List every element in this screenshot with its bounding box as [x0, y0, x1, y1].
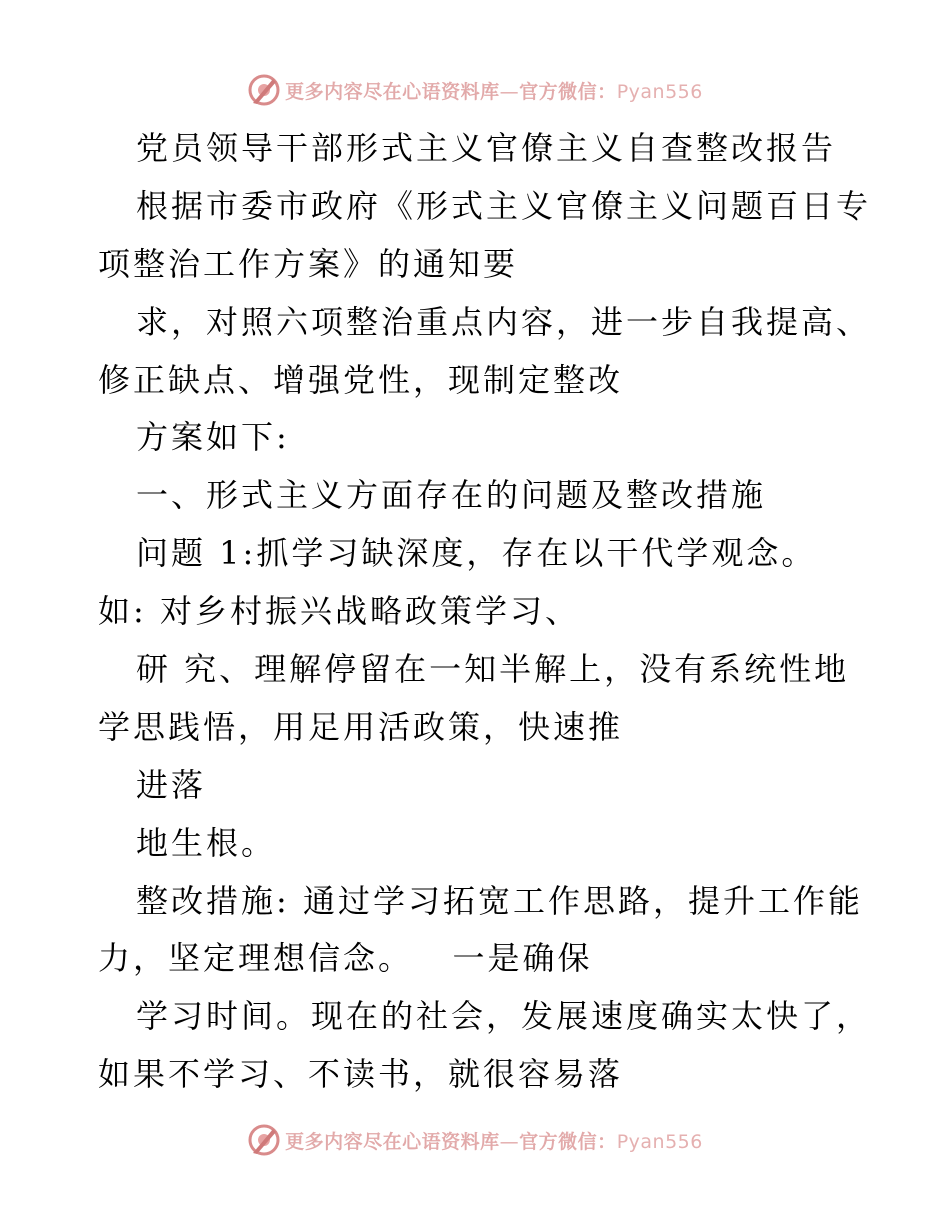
paragraph-line: 研 究、理解停留在一知半解上，没有系统性地	[136, 650, 850, 689]
quill-logo-icon	[247, 1123, 281, 1157]
footer-watermark	[0, 1120, 950, 1160]
paragraph-line: 项整治工作方案》的通知要	[98, 244, 519, 283]
paragraph-line: 求，对照六项整治重点内容，进一步自我提高、	[136, 302, 872, 341]
paragraph-line: 如: 对乡村振兴战略政策学习、	[98, 592, 580, 631]
watermark-text: 更多内容尽在心语资料库—官方微信：Pyan556	[285, 80, 703, 103]
quill-logo-icon	[247, 73, 281, 107]
watermark-text: 更多内容尽在心语资料库—官方微信：Pyan556	[285, 1130, 703, 1153]
paragraph-line: 进落	[136, 765, 207, 804]
paragraph-line: 问题 1:抓学习缺深度，存在以干代学观念。	[136, 534, 817, 573]
section-heading: 一、形式主义方面存在的问题及整改措施	[136, 476, 767, 515]
document-title: 党员领导干部形式主义官僚主义自查整改报告	[136, 129, 837, 167]
paragraph-line: 修正缺点、增强党性，现制定整改	[98, 360, 624, 399]
paragraph-line: 力，坚定理想信念。 一是确保	[98, 939, 593, 978]
paragraph-line: 学习时间。现在的社会，发展速度确实太快了，	[136, 997, 872, 1036]
paragraph-line: 地生根。	[136, 823, 277, 862]
paragraph-line: 根据市委市政府《形式主义官僚主义问题百日专	[136, 186, 872, 225]
paragraph-line: 方案如下:	[136, 418, 290, 457]
paragraph-line: 整改措施: 通过学习拓宽工作思路，提升工作能	[136, 881, 863, 920]
paragraph-line: 如果不学习、不读书，就很容易落	[98, 1055, 624, 1094]
document-body	[98, 120, 898, 1104]
paragraph-line: 学思践悟，用足用活政策，快速推	[98, 707, 624, 746]
header-watermark	[0, 70, 950, 110]
